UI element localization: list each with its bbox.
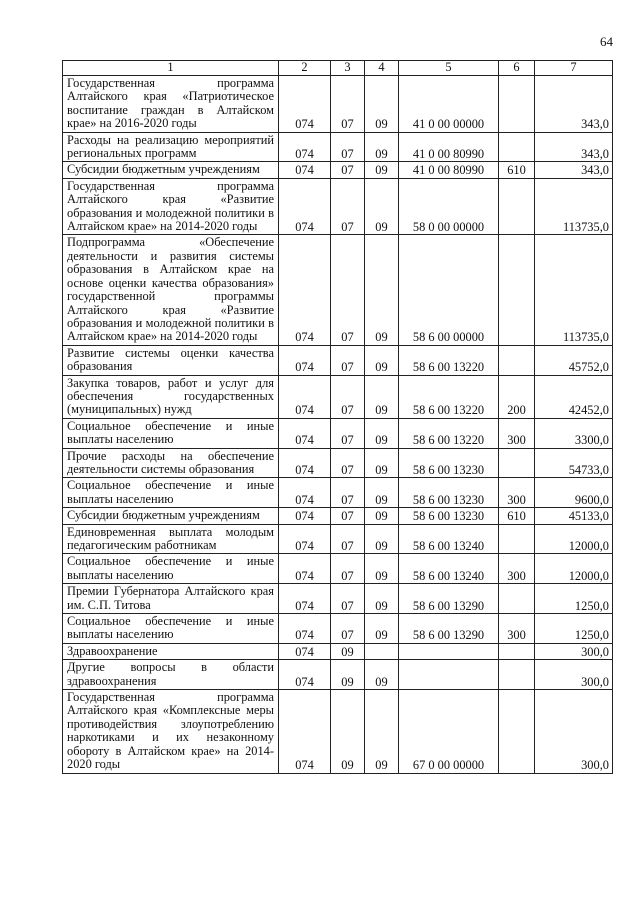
row-target-article: 58 6 00 13220 bbox=[399, 418, 499, 448]
table-row bbox=[63, 524, 613, 554]
row-expense-type bbox=[499, 178, 535, 235]
row-section-code: 09 bbox=[331, 643, 365, 659]
row-admin-code: 074 bbox=[279, 478, 331, 508]
table-row bbox=[63, 660, 613, 690]
row-description: Развитие системы оценки качества образования bbox=[63, 345, 279, 375]
row-target-article: 41 0 00 80990 bbox=[399, 162, 499, 178]
row-expense-type bbox=[499, 660, 535, 690]
row-expense-type: 300 bbox=[499, 418, 535, 448]
row-admin-code: 074 bbox=[279, 178, 331, 235]
row-target-article: 41 0 00 00000 bbox=[399, 76, 499, 133]
row-admin-code: 074 bbox=[279, 660, 331, 690]
row-description: Расходы на реализацию мероприятий региональных программ bbox=[63, 132, 279, 162]
row-section-code: 07 bbox=[331, 614, 365, 644]
row-section-code: 07 bbox=[331, 178, 365, 235]
row-subsection-code: 09 bbox=[365, 690, 399, 773]
column-header: 5 bbox=[399, 61, 499, 76]
row-target-article: 58 6 00 13290 bbox=[399, 614, 499, 644]
row-admin-code: 074 bbox=[279, 375, 331, 418]
row-subsection-code: 09 bbox=[365, 478, 399, 508]
row-expense-type bbox=[499, 584, 535, 614]
row-expense-type: 610 bbox=[499, 508, 535, 524]
row-target-article: 67 0 00 00000 bbox=[399, 690, 499, 773]
table-row bbox=[63, 584, 613, 614]
row-expense-type bbox=[499, 643, 535, 659]
column-header: 4 bbox=[365, 61, 399, 76]
row-target-article bbox=[399, 643, 499, 659]
row-amount: 45752,0 bbox=[535, 345, 613, 375]
row-amount: 300,0 bbox=[535, 643, 613, 659]
row-admin-code: 074 bbox=[279, 614, 331, 644]
row-subsection-code: 09 bbox=[365, 554, 399, 584]
row-amount: 3300,0 bbox=[535, 418, 613, 448]
row-amount: 12000,0 bbox=[535, 554, 613, 584]
row-amount: 1250,0 bbox=[535, 584, 613, 614]
row-description: Государственная программа Алтайского края «Комплексные меры противодействия злоупотреблению наркотиками и их незаконному обороту в Алтайском крае» на 2014-2020 годы bbox=[63, 690, 279, 773]
row-expense-type bbox=[499, 76, 535, 133]
table-row bbox=[63, 554, 613, 584]
row-target-article: 58 0 00 00000 bbox=[399, 178, 499, 235]
row-amount: 54733,0 bbox=[535, 448, 613, 478]
row-expense-type bbox=[499, 132, 535, 162]
row-admin-code: 074 bbox=[279, 508, 331, 524]
row-expense-type: 300 bbox=[499, 478, 535, 508]
row-subsection-code: 09 bbox=[365, 584, 399, 614]
row-admin-code: 074 bbox=[279, 76, 331, 133]
row-subsection-code: 09 bbox=[365, 508, 399, 524]
row-section-code: 07 bbox=[331, 345, 365, 375]
row-expense-type bbox=[499, 235, 535, 345]
row-subsection-code: 09 bbox=[365, 614, 399, 644]
table-row bbox=[63, 375, 613, 418]
row-expense-type: 200 bbox=[499, 375, 535, 418]
row-target-article: 58 6 00 13240 bbox=[399, 554, 499, 584]
row-amount: 45133,0 bbox=[535, 508, 613, 524]
column-header: 3 bbox=[331, 61, 365, 76]
row-description: Социальное обеспечение и иные выплаты населению bbox=[63, 554, 279, 584]
row-subsection-code: 09 bbox=[365, 418, 399, 448]
row-subsection-code: 09 bbox=[365, 162, 399, 178]
row-subsection-code bbox=[365, 643, 399, 659]
row-description: Премии Губернатора Алтайского края им. С.П. Титова bbox=[63, 584, 279, 614]
row-description: Социальное обеспечение и иные выплаты населению bbox=[63, 614, 279, 644]
row-amount: 113735,0 bbox=[535, 178, 613, 235]
row-admin-code: 074 bbox=[279, 584, 331, 614]
row-amount: 343,0 bbox=[535, 76, 613, 133]
row-section-code: 07 bbox=[331, 584, 365, 614]
table-row bbox=[63, 235, 613, 345]
row-section-code: 07 bbox=[331, 478, 365, 508]
table-row bbox=[63, 178, 613, 235]
table-row bbox=[63, 478, 613, 508]
row-expense-type: 300 bbox=[499, 554, 535, 584]
row-amount: 343,0 bbox=[535, 162, 613, 178]
column-header: 2 bbox=[279, 61, 331, 76]
row-amount: 300,0 bbox=[535, 690, 613, 773]
table-row bbox=[63, 345, 613, 375]
row-admin-code: 074 bbox=[279, 643, 331, 659]
row-subsection-code: 09 bbox=[365, 132, 399, 162]
row-section-code: 07 bbox=[331, 132, 365, 162]
row-amount: 113735,0 bbox=[535, 235, 613, 345]
row-amount: 343,0 bbox=[535, 132, 613, 162]
row-description: Здравоохранение bbox=[63, 643, 279, 659]
row-admin-code: 074 bbox=[279, 132, 331, 162]
row-expense-type bbox=[499, 524, 535, 554]
row-target-article: 58 6 00 13230 bbox=[399, 508, 499, 524]
row-admin-code: 074 bbox=[279, 162, 331, 178]
row-section-code: 07 bbox=[331, 508, 365, 524]
row-amount: 9600,0 bbox=[535, 478, 613, 508]
table-row bbox=[63, 448, 613, 478]
row-target-article: 58 6 00 13230 bbox=[399, 448, 499, 478]
row-target-article: 58 6 00 13240 bbox=[399, 524, 499, 554]
row-description: Социальное обеспечение и иные выплаты населению bbox=[63, 418, 279, 448]
row-description: Другие вопросы в области здравоохранения bbox=[63, 660, 279, 690]
row-amount: 42452,0 bbox=[535, 375, 613, 418]
row-expense-type: 610 bbox=[499, 162, 535, 178]
table-header-row bbox=[63, 61, 613, 76]
row-section-code: 07 bbox=[331, 76, 365, 133]
table-row bbox=[63, 132, 613, 162]
table-row bbox=[63, 418, 613, 448]
row-section-code: 07 bbox=[331, 375, 365, 418]
row-subsection-code: 09 bbox=[365, 375, 399, 418]
row-target-article: 41 0 00 80990 bbox=[399, 132, 499, 162]
row-target-article: 58 6 00 13220 bbox=[399, 345, 499, 375]
row-target-article bbox=[399, 660, 499, 690]
row-admin-code: 074 bbox=[279, 554, 331, 584]
table-row bbox=[63, 162, 613, 178]
row-section-code: 07 bbox=[331, 448, 365, 478]
row-admin-code: 074 bbox=[279, 235, 331, 345]
row-section-code: 07 bbox=[331, 235, 365, 345]
row-admin-code: 074 bbox=[279, 690, 331, 773]
row-description: Субсидии бюджетным учреждениям bbox=[63, 162, 279, 178]
row-amount: 1250,0 bbox=[535, 614, 613, 644]
row-section-code: 07 bbox=[331, 162, 365, 178]
row-section-code: 07 bbox=[331, 554, 365, 584]
row-admin-code: 074 bbox=[279, 345, 331, 375]
table-row bbox=[63, 643, 613, 659]
table-row bbox=[63, 76, 613, 133]
row-target-article: 58 6 00 13290 bbox=[399, 584, 499, 614]
row-admin-code: 074 bbox=[279, 418, 331, 448]
row-description: Государственная программа Алтайского края «Патриотическое воспитание граждан в Алтайском крае» на 2016-2020 годы bbox=[63, 76, 279, 133]
row-expense-type bbox=[499, 345, 535, 375]
row-description: Прочие расходы на обеспечение деятельности системы образования bbox=[63, 448, 279, 478]
row-subsection-code: 09 bbox=[365, 76, 399, 133]
row-admin-code: 074 bbox=[279, 524, 331, 554]
row-subsection-code: 09 bbox=[365, 660, 399, 690]
row-section-code: 09 bbox=[331, 660, 365, 690]
row-description: Закупка товаров, работ и услуг для обеспечения государственных (муниципальных) нужд bbox=[63, 375, 279, 418]
row-target-article: 58 6 00 13220 bbox=[399, 375, 499, 418]
row-subsection-code: 09 bbox=[365, 345, 399, 375]
row-subsection-code: 09 bbox=[365, 235, 399, 345]
row-subsection-code: 09 bbox=[365, 448, 399, 478]
row-admin-code: 074 bbox=[279, 448, 331, 478]
row-description: Подпрограмма «Обеспечение деятельности и развития системы образования в Алтайском крае на основе оценки качества образования» государственной программы Алтайского края «Развитие образования и молодежной политики в Алтайском крае» на 2014-2020 годы bbox=[63, 235, 279, 345]
row-description: Социальное обеспечение и иные выплаты населению bbox=[63, 478, 279, 508]
row-description: Единовременная выплата молодым педагогическим работникам bbox=[63, 524, 279, 554]
row-description: Государственная программа Алтайского края «Развитие образования и молодежной политики в Алтайском крае» на 2014-2020 годы bbox=[63, 178, 279, 235]
row-section-code: 09 bbox=[331, 690, 365, 773]
table-row bbox=[63, 690, 613, 773]
row-expense-type: 300 bbox=[499, 614, 535, 644]
row-description: Субсидии бюджетным учреждениям bbox=[63, 508, 279, 524]
column-header: 7 bbox=[535, 61, 613, 76]
row-section-code: 07 bbox=[331, 524, 365, 554]
table-row bbox=[63, 614, 613, 644]
row-expense-type bbox=[499, 690, 535, 773]
row-subsection-code: 09 bbox=[365, 178, 399, 235]
row-section-code: 07 bbox=[331, 418, 365, 448]
row-amount: 12000,0 bbox=[535, 524, 613, 554]
budget-table bbox=[62, 60, 613, 774]
column-header: 6 bbox=[499, 61, 535, 76]
row-target-article: 58 6 00 13230 bbox=[399, 478, 499, 508]
page-number: 64 bbox=[600, 34, 613, 49]
column-header: 1 bbox=[63, 61, 279, 76]
row-amount: 300,0 bbox=[535, 660, 613, 690]
row-subsection-code: 09 bbox=[365, 524, 399, 554]
row-expense-type bbox=[499, 448, 535, 478]
row-target-article: 58 6 00 00000 bbox=[399, 235, 499, 345]
table-row bbox=[63, 508, 613, 524]
